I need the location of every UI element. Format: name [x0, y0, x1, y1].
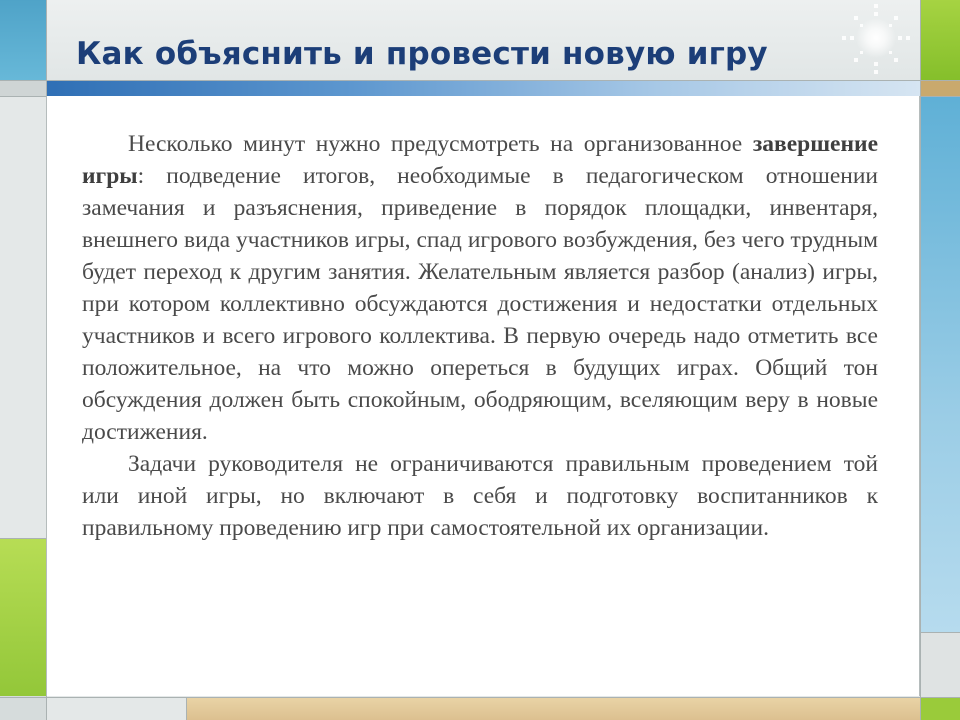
decor-block-green-bottom-right — [920, 698, 960, 720]
decor-block-gray-right — [920, 632, 960, 698]
decor-block-tan-bottom — [186, 698, 920, 720]
title-underline-stripe — [46, 80, 920, 96]
decor-block-gray-bottom-left — [0, 696, 46, 720]
emphasis-game-ending: завершение игры — [82, 131, 878, 189]
decor-block-green-right — [920, 0, 960, 80]
paragraph-1-start: Несколько минут нужно предусмотреть на организованное — [128, 131, 753, 157]
paragraph-1 — [82, 128, 878, 448]
decor-block-blue-right — [920, 96, 960, 632]
slide-title: Как объяснить и провести новую игру — [76, 36, 768, 72]
grid-line — [0, 697, 960, 698]
paragraph-2: Задачи руководителя не ограничиваются правильным проведением той или иной игры, но включают в себя и подготовку воспитанников к правильному проведению игр при самостоятельной их организации. — [82, 451, 878, 541]
decor-block-green-left — [0, 538, 46, 696]
grid-line — [0, 80, 960, 81]
decor-block-blue-left — [0, 0, 46, 80]
decor-stripe-gray — [0, 80, 46, 96]
grid-line — [920, 632, 960, 633]
grid-line — [920, 0, 921, 720]
paragraph-1-rest: : подведение итогов, необходимые в педагогическом отношении замечания и разъяснения, приведение в порядок площадки, инвентаря, внешнего вида участников игры, спад игрового возбуждения, без чего трудным будет переход к другим занятия. Желательным является разбор (анализ) игры, при котором коллективно обсуждаются достижения и недостатки отдельных участников и всего игрового коллектива. В первую очередь надо отметить все положительное, на что можно опереться в будущих играх. Общий тон обсуждения должен быть спокойным, ободряющим, вселяющим веру в новые достижения. — [82, 163, 878, 445]
grid-line — [0, 538, 46, 539]
decor-block-tan-right — [920, 80, 960, 96]
grid-line — [186, 697, 187, 720]
body-text — [82, 128, 878, 544]
sparkle-icon — [830, 0, 920, 80]
